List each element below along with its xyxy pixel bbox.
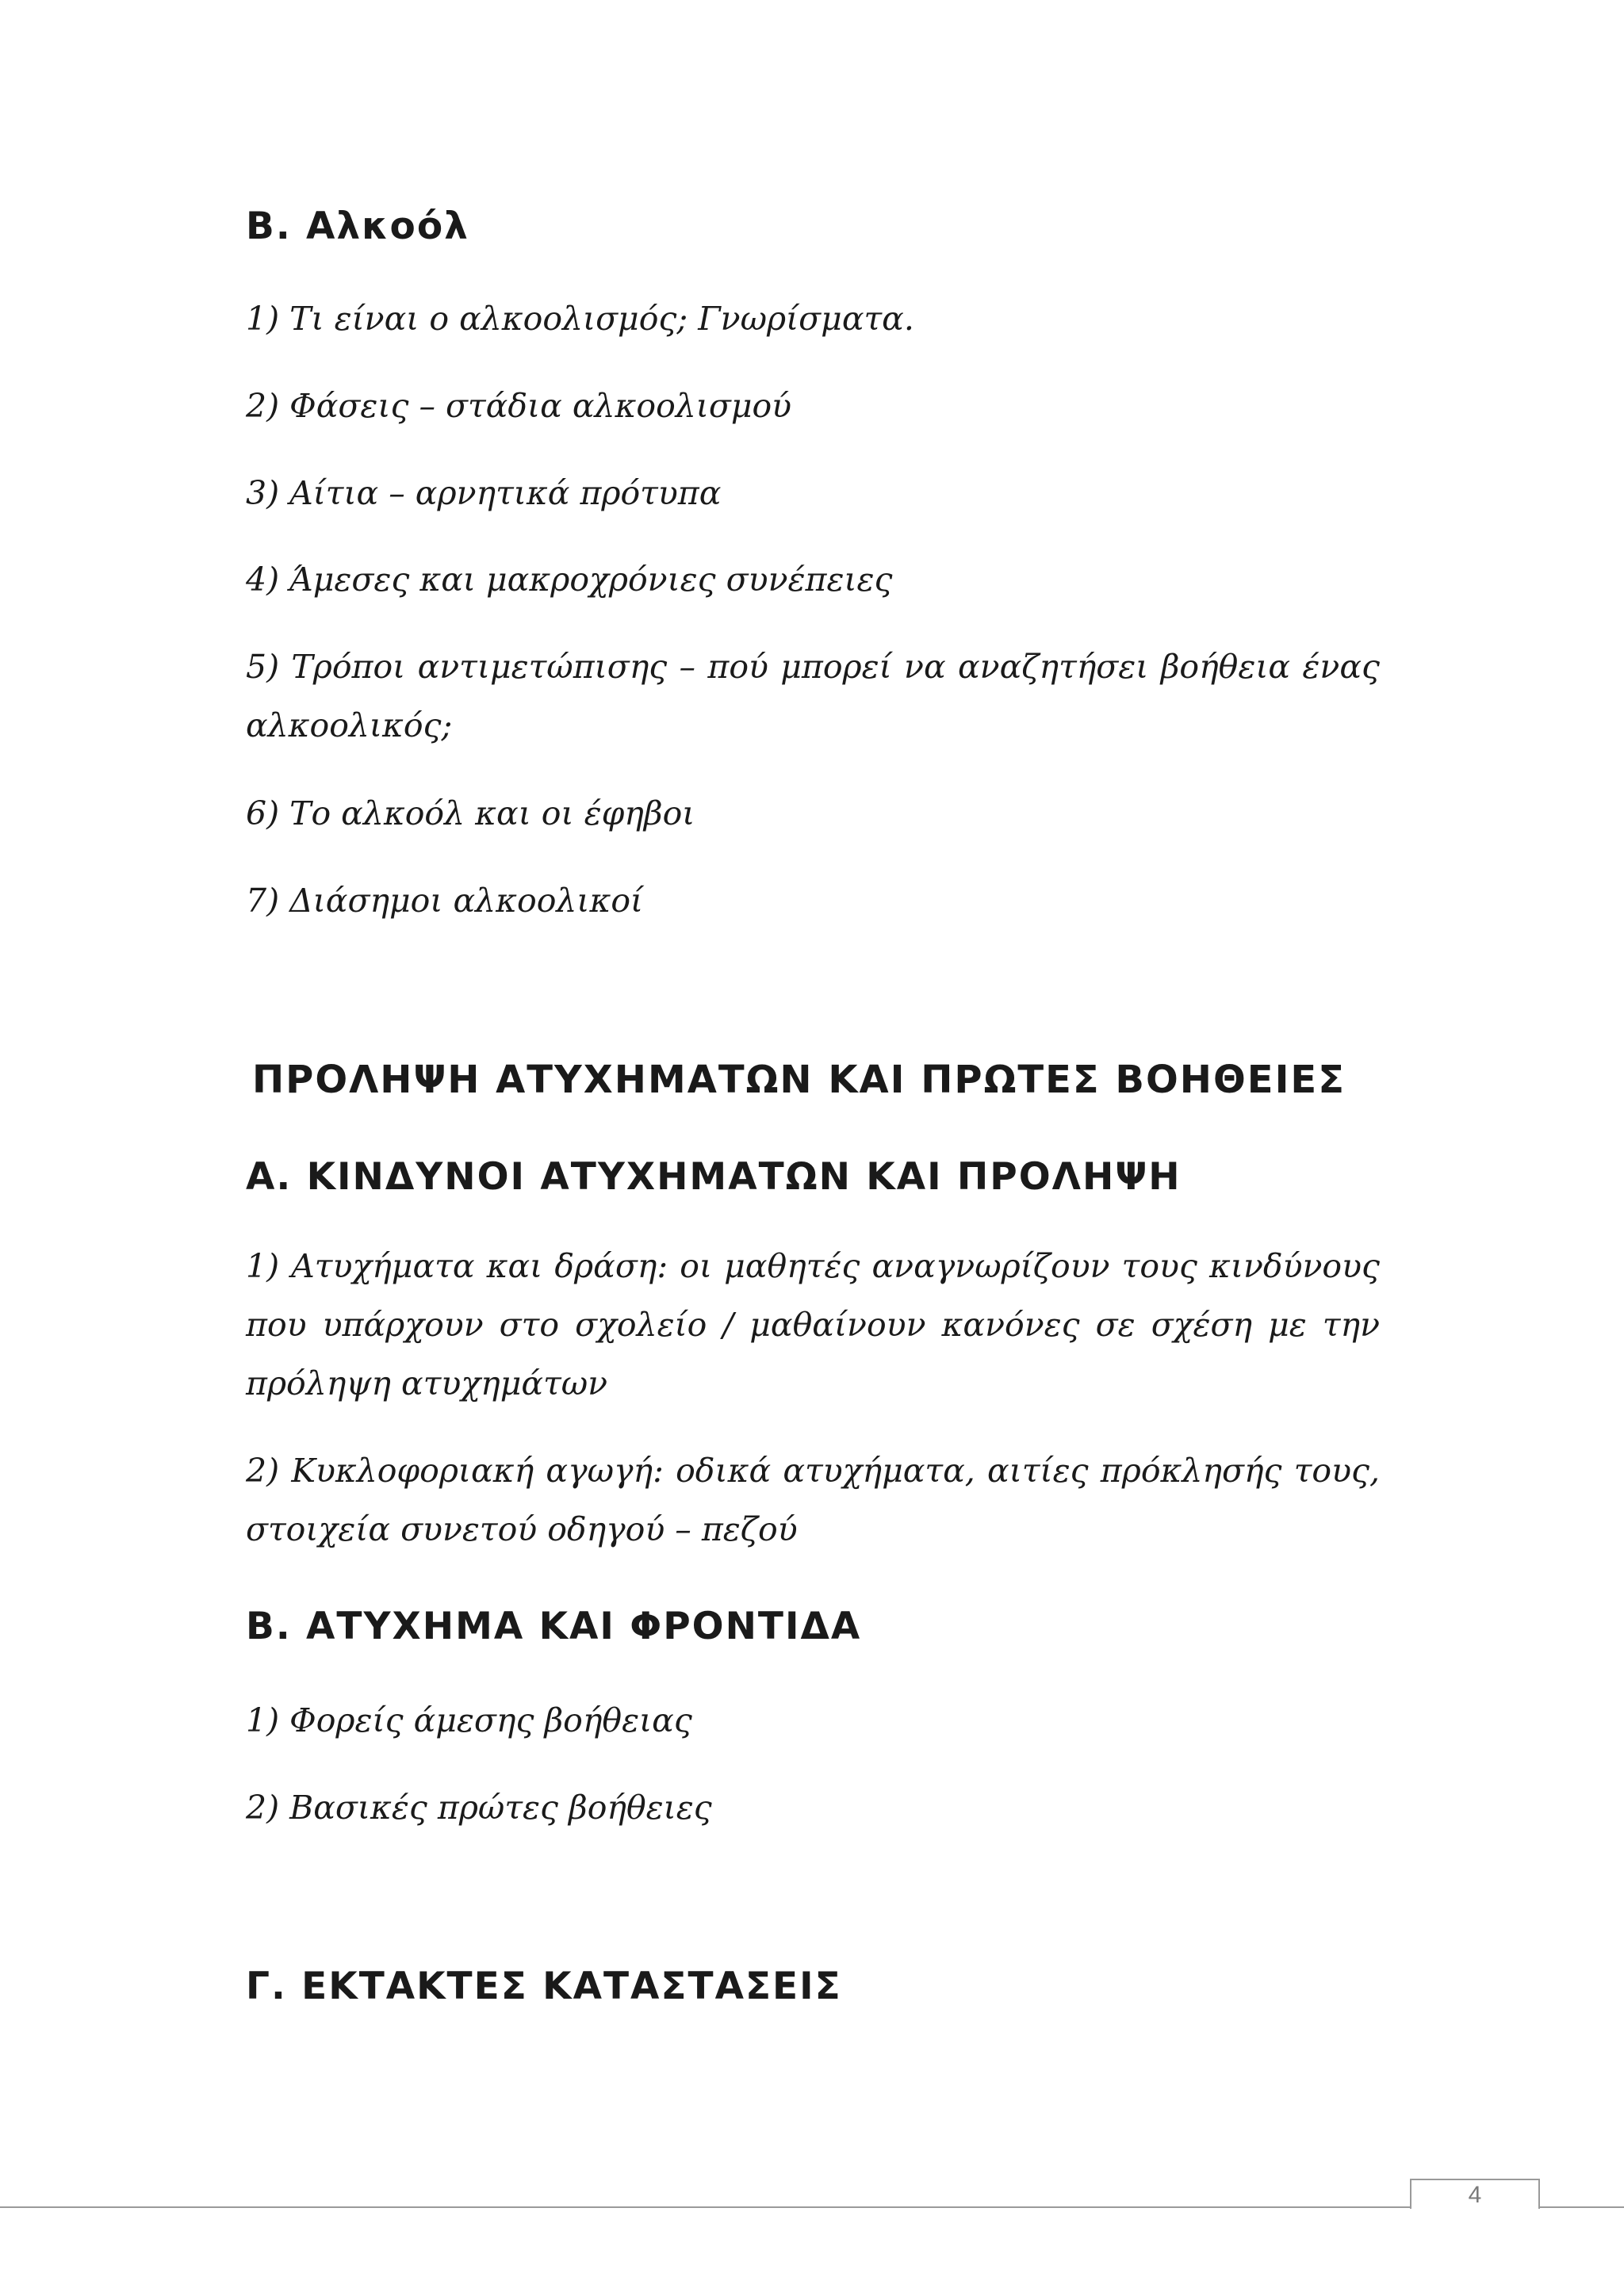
section-heading-accident-care: Β. ΑΤΥΧΗΜΑ ΚΑΙ ΦΡΟΝΤΙΔΑ: [246, 1605, 862, 1648]
list-item: 5) Τρόποι αντιμετώπισης – πού μπορεί να αναζητήσει βοήθεια ένας αλκοολικός;: [246, 648, 1380, 744]
section-heading-alcohol: Β. Αλκοόλ: [246, 205, 469, 248]
list-item: 1) Ατυχήματα και δράση: οι μαθητές αναγνωρίζουν τους κινδύνους που υπάρχουν στο σχολείο / μαθαίνουν κανόνες σε σχέση με την πρόληψη ατυχημάτων: [246, 1247, 1380, 1402]
list-item: 4) Άμεσες και μακροχρόνιες συνέπειες: [246, 561, 893, 599]
list-item: 2) Βασικές πρώτες βοήθειες: [246, 1789, 712, 1827]
section-heading-accident-risks: Α. ΚΙΝΔΥΝΟΙ ΑΤΥΧΗΜΑΤΩΝ ΚΑΙ ΠΡΟΛΗΨΗ: [246, 1155, 1182, 1199]
list-item: 7) Διάσημοι αλκοολικοί: [246, 882, 644, 920]
list-item: 1) Φορείς άμεσης βοήθειας: [246, 1701, 692, 1739]
page-number: 4: [1468, 2182, 1482, 2208]
list-item: 2) Κυκλοφοριακή αγωγή: οδικά ατυχήματα, αιτίες πρόκλησής τους, στοιχεία συνετού οδηγού – πεζού: [246, 1452, 1380, 1548]
list-item: 3) Αίτια – αρνητικά πρότυπα: [246, 474, 722, 512]
list-item: 6) Το αλκοόλ και οι έφηβοι: [246, 794, 695, 832]
list-item: 1) Τι είναι ο αλκοολισμός; Γνωρίσματα.: [246, 300, 914, 338]
list-item: 2) Φάσεις – στάδια αλκοολισμού: [246, 387, 792, 425]
footer-divider: [0, 2206, 1624, 2208]
section-heading-emergencies: Γ. ΕΚΤΑΚΤΕΣ ΚΑΤΑΣΤΑΣΕΙΣ: [246, 1965, 842, 2008]
main-heading: ΠΡΟΛΗΨΗ ΑΤΥΧΗΜΑΤΩΝ ΚΑΙ ΠΡΩΤΕΣ ΒΟΗΘΕΙΕΣ: [252, 1058, 1346, 1102]
